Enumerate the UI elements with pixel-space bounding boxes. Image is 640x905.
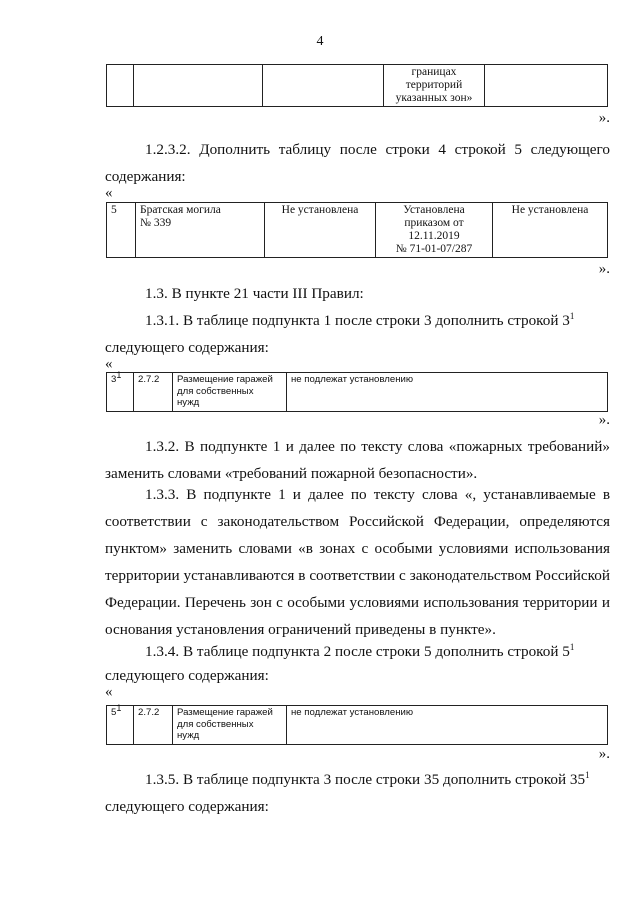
opening-quote: « (105, 356, 113, 372)
table-row-5 (106, 202, 608, 258)
cell-text: для собственных (177, 385, 254, 397)
cell-value: не подлежат установлению (287, 706, 608, 745)
cell-code: 2.7.2 (134, 706, 173, 745)
paragraph-1-3-3: 1.3.3. В подпункте 1 и далее по тексту слова «, устанавливаемые в соответствии с законодательством Российской Федерации, определяются пунктом» заменить словами «в зонах с особыми условиями использования территории устанавливаются в соответствии с законодательством Российской Федерации. Перечень зон с особыми условиями использования территории и основания установления ограничений приведены в пункте». (105, 486, 610, 638)
closing-quote: ». (598, 746, 610, 762)
table-row-5-1 (106, 702, 608, 745)
table-row (107, 706, 608, 745)
cell-text: № 71-01-07/287 (395, 243, 473, 255)
cell-text: Установлена (403, 204, 465, 216)
cell-num: 5 (107, 203, 136, 258)
cell-text: 12.11.2019 (408, 230, 460, 242)
table-row (107, 203, 608, 258)
closing-quote: ». (598, 110, 610, 126)
cell-text: Размещение гаражей (177, 707, 273, 718)
paragraph-1-3-5-cont: следующего содержания: (105, 798, 269, 815)
table-row (107, 373, 608, 412)
cell-text: № 339 (140, 217, 172, 229)
paragraph-1-3-2: 1.3.2. В подпункте 1 и далее по тексту слова «пожарных требований» заменить словами «требований пожарной безопасности». (105, 438, 610, 482)
cell-num: $3^1$ (107, 373, 134, 412)
cell-text: приказом от (404, 217, 464, 229)
cell-status: Не установлена (493, 203, 608, 258)
closing-quote: ». (598, 261, 610, 277)
paragraph-1-3-4: 1.3.4. В таблице подпункта 2 после строки 5 дополнить строкой $5^1$ (145, 641, 575, 660)
opening-quote: « (105, 185, 113, 201)
closing-quote: ». (598, 412, 610, 428)
paragraph-1-3: 1.3. В пункте 21 части III Правил: (145, 285, 364, 302)
cell-text: Братская могила (140, 204, 221, 216)
cell-text: границах (411, 66, 457, 78)
table-row (107, 65, 608, 107)
cell-status: Не установлена (265, 203, 376, 258)
paragraph-1-3-1: 1.3.1. В таблице подпункта 1 после строки 3 дополнить строкой $3^1$ (145, 310, 575, 329)
cell-value: не подлежат установлению (287, 373, 608, 412)
cell-num: $5^1$ (107, 706, 134, 745)
paragraph-1-2-3-2: 1.2.3.2. Дополнить таблицу после строки 4 строкой 5 следующего содержания: (105, 141, 610, 185)
cell-text: нужд (177, 397, 200, 408)
opening-quote: « (105, 684, 113, 700)
cell-text: указанных зон» (395, 92, 473, 104)
top-table-fragment (106, 64, 608, 107)
cell-text: для собственных (177, 718, 254, 730)
cell-code: 2.7.2 (134, 373, 173, 412)
cell-text: нужд (177, 730, 200, 741)
page-number: 4 (316, 34, 324, 49)
paragraph-1-3-4-cont: следующего содержания: (105, 667, 269, 684)
table-row-3-1 (106, 369, 608, 412)
paragraph-1-3-1-cont: следующего содержания: (105, 339, 269, 356)
cell-text: территорий (405, 79, 463, 91)
cell-text: Размещение гаражей (177, 374, 273, 385)
paragraph-1-3-5: 1.3.5. В таблице подпункта 3 после строки 35 дополнить строкой $35^1$ (145, 769, 590, 788)
